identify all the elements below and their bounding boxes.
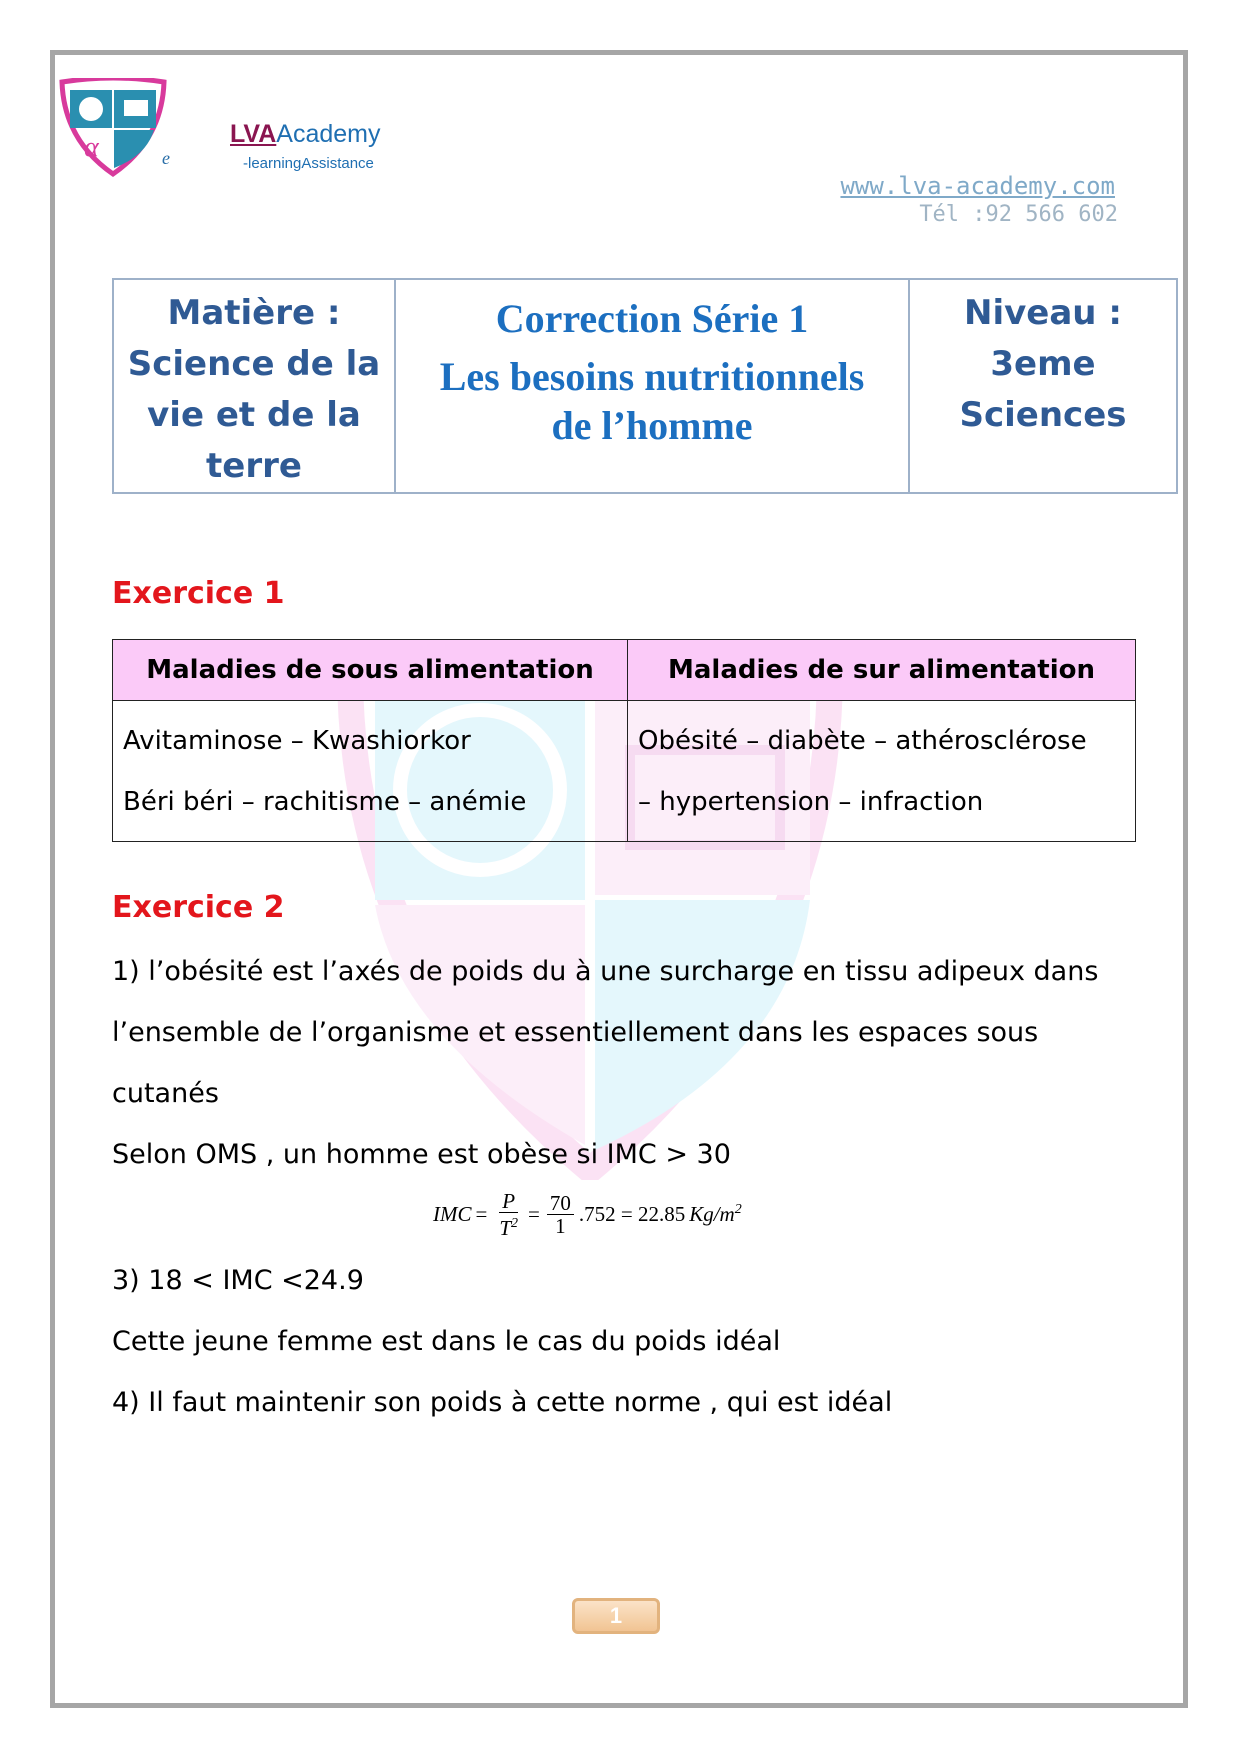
logo-letter: e [162, 148, 170, 168]
formula-lhs: IMC [433, 1202, 472, 1226]
column-header: Maladies de sur alimentation [628, 640, 1136, 701]
formula-fraction [496, 1190, 521, 1239]
cell-line: Avitaminose – Kwashiorkor [123, 726, 471, 756]
answer-line: l’ensemble de l’organisme et essentiellement dans les espaces sous [112, 1017, 1039, 1048]
subject-line: Matière : [167, 293, 341, 333]
level-line: Niveau : 3eme [964, 293, 1122, 384]
cell-line: – hypertension – infraction [638, 787, 984, 817]
formula-result: .752 = 22.85 [578, 1202, 686, 1226]
answer-line: Selon OMS , un homme est obèse si IMC > 30 [112, 1139, 731, 1170]
fraction-denominator: $T^2$ [499, 1216, 519, 1240]
subject-line: Science de la [127, 344, 381, 384]
website-link[interactable]: www.lva-academy.com [840, 172, 1115, 200]
level-cell [909, 279, 1177, 493]
document-title: Correction Série 1 [495, 296, 809, 341]
bmi-formula [433, 1190, 742, 1239]
document-subtitle: de l’homme [551, 403, 753, 448]
page-number: 1 [572, 1598, 660, 1634]
cell-line: Obésité – diabète – athérosclérose [638, 726, 1087, 756]
answer-line: Cette jeune femme est dans le cas du poids idéal [112, 1326, 781, 1357]
subject-cell [113, 279, 395, 493]
brand-academy: Academy [276, 120, 381, 148]
table-cell [113, 701, 628, 842]
subject-line: vie et de la [147, 395, 361, 435]
title-cell [395, 279, 909, 493]
svg-text:α: α [84, 132, 99, 163]
document-subtitle: Les besoins nutritionnels [439, 354, 865, 399]
cell-line: Béri béri – rachitisme – anémie [123, 787, 527, 817]
answer-line: 3) 18 < IMC <24.9 [112, 1265, 364, 1296]
table-cell [628, 701, 1136, 842]
subject-line: terre [206, 446, 302, 486]
brand-lva: LVA [230, 120, 277, 148]
column-header: Maladies de sous alimentation [113, 640, 628, 701]
fraction-numerator: 70 [547, 1192, 574, 1215]
fraction-denominator: 1 [555, 1214, 566, 1238]
brand-name[interactable] [230, 120, 381, 149]
fraction-numerator: P [499, 1190, 518, 1213]
formula-unit: $Kg/m^2$ [689, 1202, 742, 1226]
formula-eq: = [528, 1202, 540, 1226]
diseases-table [112, 639, 1136, 842]
exercise-1-title: Exercice 1 [112, 576, 285, 611]
answer-line: 1) l’obésité est l’axés de poids du à une surcharge en tissu adipeux dans [112, 956, 1099, 987]
answer-line: cutanés [112, 1078, 219, 1109]
formula-fraction [547, 1192, 574, 1237]
answer-line: 4) Il faut maintenir son poids à cette norme , qui est idéal [112, 1387, 893, 1418]
header-table [112, 278, 1178, 494]
exercise-2-title: Exercice 2 [112, 890, 285, 925]
brand-subtitle: -learningAssistance [243, 155, 374, 172]
shield-logo-icon [58, 78, 168, 178]
formula-eq: = [475, 1202, 488, 1226]
level-line: Sciences [959, 395, 1127, 435]
phone-number: Tél :92 566 602 [919, 202, 1118, 227]
